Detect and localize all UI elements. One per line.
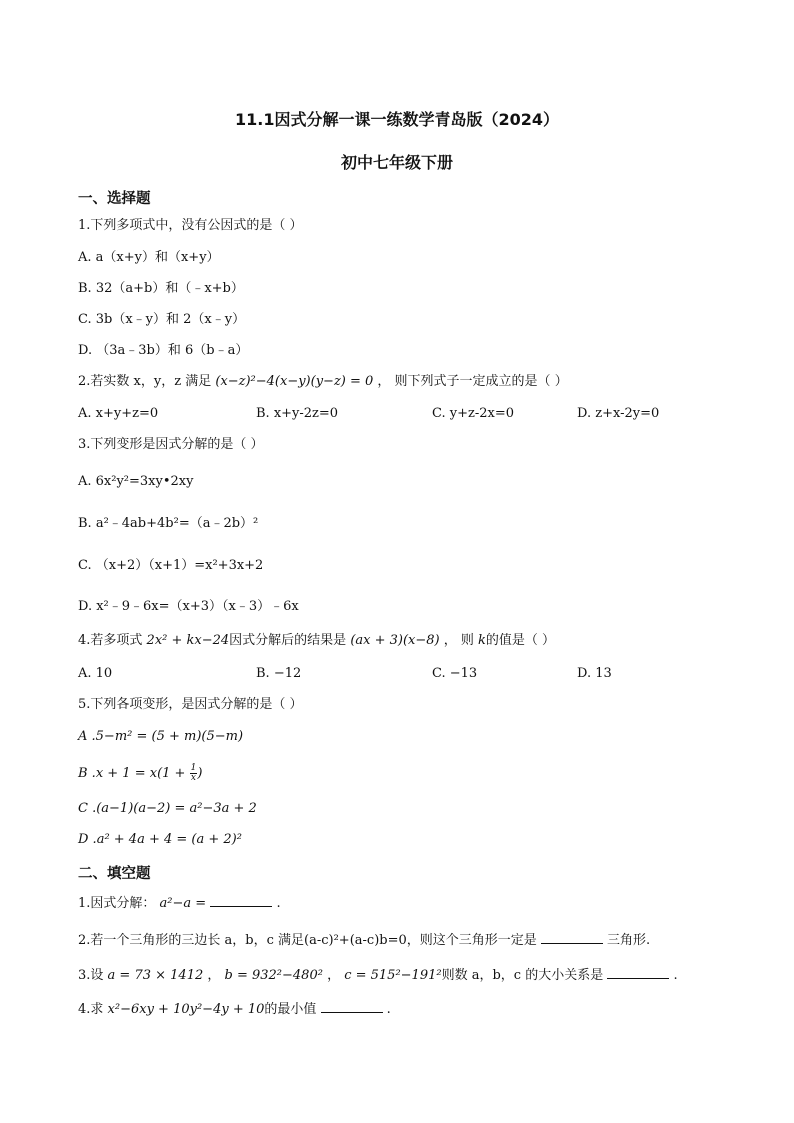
question-2-option-d: D. z+x-2y=0 <box>577 406 660 421</box>
fill-2-suffix: 三角形. <box>602 933 651 948</box>
fill-1 <box>78 893 281 913</box>
fill-3-suffix: 则数 a，b，c 的大小关系是 <box>441 968 608 983</box>
question-5-option-b-suffix: ) <box>197 766 203 781</box>
fill-4-expression: x²−6xy + 10y²−4y + 10 <box>107 1002 265 1017</box>
question-1-option-b: B. 32（a+b）和（﹣x+b） <box>78 281 244 296</box>
question-5-option-b-prefix: B .x + 1 = x(1 + <box>78 766 190 781</box>
question-2-option-c: C. y+z-2x=0 <box>432 406 514 421</box>
question-2-stem-prefix: 2.若实数 x，y，z 满足 <box>78 374 216 389</box>
fraction-numerator: 1 <box>190 763 197 773</box>
fill-1-answer-blank <box>210 893 272 907</box>
question-4-option-b: B. −12 <box>256 666 302 681</box>
fill-3-prefix: 3.设 <box>78 968 108 983</box>
fill-3 <box>78 965 678 985</box>
question-1-stem: 1.下列多项式中，没有公因式的是（ ） <box>78 218 303 233</box>
fill-2-prefix: 2.若一个三角形的三边长 a，b，c 满足(a-c)²+(a-c)b=0，则这个三角形一定是 <box>78 933 541 948</box>
fill-3-answer-blank <box>607 965 669 979</box>
fill-3-b-definition: b = 932²−480² <box>224 968 323 983</box>
question-4-option-d: D. 13 <box>577 666 612 681</box>
question-3-option-a: A. 6x²y²=3xy•2xy <box>78 474 194 489</box>
section-heading-choice: 一、选择题 <box>78 191 151 207</box>
question-4-polynomial: 2x² + kx−24 <box>146 633 230 648</box>
question-3-option-b: B. a²﹣4ab+4b²=（a﹣2b）² <box>78 516 259 531</box>
question-4-stem-prefix: 4.若多项式 <box>78 633 147 648</box>
fill-3-c-definition: c = 515²−191² <box>344 968 442 983</box>
question-4-stem-middle-2: ， 则 <box>439 633 479 648</box>
question-1-option-c: C. 3b（x﹣y）和 2（x﹣y） <box>78 312 246 327</box>
question-5-option-b <box>78 764 202 783</box>
fill-4-answer-blank <box>321 999 383 1013</box>
question-4-variable-k: k <box>478 633 486 648</box>
fill-3-separator-1: ， <box>203 968 225 983</box>
question-2-equation: (x−z)²−4(x−y)(y−z) = 0 <box>215 374 374 389</box>
fraction-denominator: x <box>190 773 196 783</box>
section-heading-fill: 二、填空题 <box>78 866 151 882</box>
document-title: 11.1因式分解一课一练数学青岛版（2024） <box>234 110 559 129</box>
question-5-option-c: C .(a−1)(a−2) = a²−3a + 2 <box>78 801 257 816</box>
fill-2 <box>78 930 650 950</box>
fill-3-separator-2: ， <box>322 968 345 983</box>
document-subtitle: 初中七年级下册 <box>340 153 453 172</box>
question-2-option-a: A. x+y+z=0 <box>78 406 159 421</box>
fill-4-end: . <box>382 1002 391 1017</box>
fill-1-expression: a²−a = <box>159 896 207 911</box>
question-3-stem: 3.下列变形是因式分解的是（ ） <box>78 437 264 452</box>
question-4-stem-suffix: 的值是（ ） <box>485 633 556 648</box>
question-1-option-a: A. a（x+y）和（x+y） <box>78 250 220 265</box>
fill-4-prefix: 4.求 <box>78 1002 108 1017</box>
fill-3-end: . <box>669 968 678 983</box>
question-3-option-c: C. （x+2）（x+1）=x²+3x+2 <box>78 558 264 573</box>
question-4-stem-middle: 因式分解后的结果是 <box>229 633 351 648</box>
question-4-stem <box>78 632 555 650</box>
fill-4-suffix: 的最小值 <box>264 1002 321 1017</box>
question-2-stem-suffix: ， 则下列式子一定成立的是（ ） <box>373 374 568 389</box>
question-5-option-a: A .5−m² = (5 + m)(5−m) <box>78 729 244 744</box>
question-4-factored-form: (ax + 3)(x−8) <box>350 633 440 648</box>
question-2-option-b: B. x+y-2z=0 <box>256 406 339 421</box>
fill-2-answer-blank <box>541 930 603 944</box>
question-1-option-d: D. （3a﹣3b）和 6（b﹣a） <box>78 343 249 358</box>
question-3-option-d: D. x²﹣9﹣6x=（x+3）（x﹣3）﹣6x <box>78 599 299 614</box>
fill-4 <box>78 999 391 1019</box>
question-4-option-c: C. −13 <box>432 666 478 681</box>
question-5-option-d: D .a² + 4a + 4 = (a + 2)² <box>78 832 242 847</box>
question-4-option-a: A. 10 <box>78 666 113 681</box>
fill-1-prefix: 1.因式分解： <box>78 896 160 911</box>
question-5-stem: 5.下列各项变形，是因式分解的是（ ） <box>78 697 303 712</box>
fill-1-suffix: . <box>272 896 281 911</box>
fill-3-a-definition: a = 73 × 1412 <box>107 968 204 983</box>
question-2-stem <box>78 373 568 391</box>
